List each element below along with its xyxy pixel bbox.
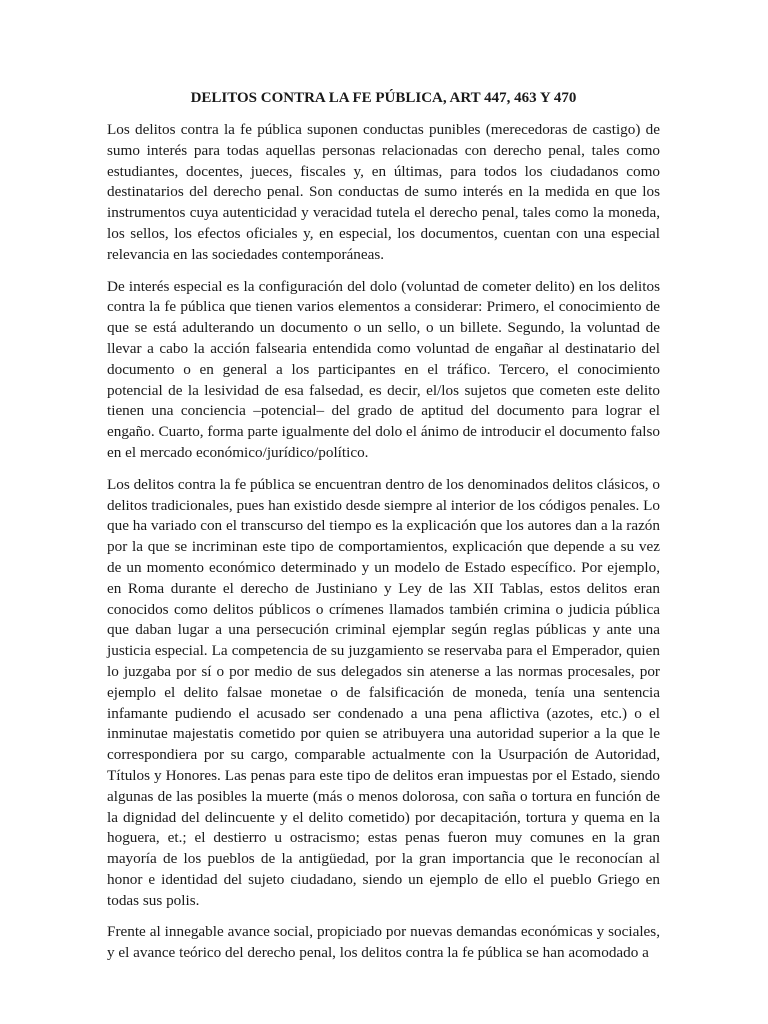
document-title: DELITOS CONTRA LA FE PÚBLICA, ART 447, 463 Y 470 — [190, 90, 577, 106]
paragraph-history: Los delitos contra la fe pública se encuentran dentro de los denominados delitos clásicos, o delitos tradicionales, pues han existido desde siempre al interior de los códigos penales. Lo que ha variado con el transcurso del tiempo es la explicación que los autores dan a la razón por la que se incriminan este tipo de comportamientos, explicación que depende a su vez de un momento económico determinado y un modelo de Estado específico. Por ejemplo, en Roma durante el derecho de Justiniano y Ley de las XII Tablas, estos delitos eran conocidos como delitos públicos o crímenes llamados también crimina o judicia pública que daban lugar a una persecución criminal ejemplar según reglas públicas y ante una justicia especial. La competencia de su juzgamiento se reservaba para el Emperador, quien lo juzgaba por sí o por medio de sus delegados sin atenerse a las normas procesales, por ejemplo el delito falsae monetae o de falsificación de moneda, tenía una sentencia infamante pudiendo el acusado ser condenado a una pena aflictiva (azotes, etc.) o el inminutae majestatis cometido por quien se atribuyera una autoridad superior a la que le correspondiera por su cargo, comparable actualmente con la Usurpación de Autoridad, Títulos y Honores. Las penas para este tipo de delitos eran impuestas por el Estado, siendo algunas de las posibles la muerte (más o menos dolorosa, con saña o tortura en función de la dignidad del delincuente y el delito cometido) por decapitación, tortura y quema en la hoguera, et.; el destierro u ostracismo; estas penas fueron muy comunes en la gran mayoría de los pueblos de la antigüedad, por la gran importancia que le reconocían al honor e identidad del sujeto ciudadano, siendo un ejemplo de ello el pueblo Griego en todas sus polis. — [107, 475, 660, 909]
document-page — [107, 88, 660, 975]
paragraph-dolo: De interés especial es la configuración del dolo (voluntad de cometer delito) en los delitos contra la fe pública que tienen varios elementos a considerar: Primero, el conocimiento de que se está adulterando un documento o un sello, o un billete. Segundo, la voluntad de llevar a cabo la acción falsearia entendida como voluntad de engañar al destinatario del documento o en general a los participantes en el tráfico. Tercero, el conocimiento potencial de la lesividad de esa falsedad, es decir, el/los sujetos que cometen este delito tienen una conciencia –potencial– del grado de aptitud del documento para lograr el engaño. Cuarto, forma parte igualmente del dolo el ánimo de introducir el documento falso en el mercado económico/jurídico/político. — [107, 277, 660, 461]
paragraph-intro: Los delitos contra la fe pública suponen conductas punibles (merecedoras de castigo) de sumo interés para todas aquellas personas relacionadas con derecho penal, tales como estudiantes, docentes, jueces, fiscales y, en últimas, para todos los ciudadanos como destinatarios del derecho penal. Son conductas de sumo interés en la medida en que los instrumentos cuya autenticidad y veracidad tutela el derecho penal, tales como la moneda, los sellos, los efectos oficiales y, en especial, los documentos, cuentan con una especial relevancia en las sociedades contemporáneas. — [107, 121, 660, 263]
paragraph-social-advance: Frente al innegable avance social, propiciado por nuevas demandas económicas y sociales, y el avance teórico del derecho penal, los delitos contra la fe pública se han acomodado a — [107, 923, 660, 962]
